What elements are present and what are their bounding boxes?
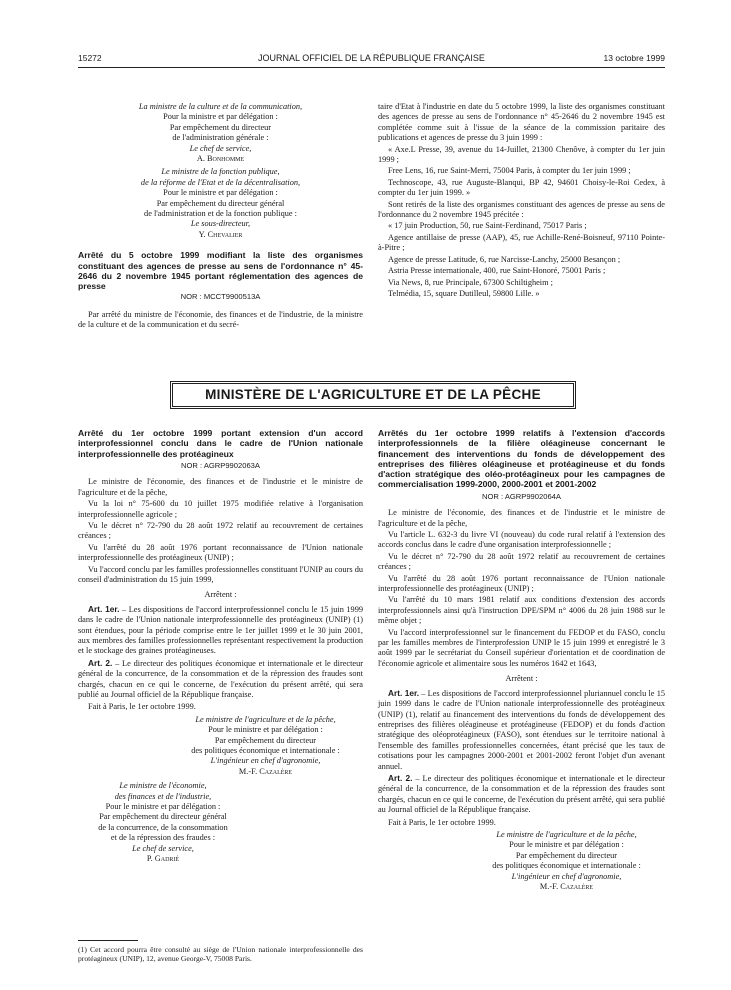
page-number: 15272 <box>78 53 102 63</box>
sig-line: Le ministre de l'agriculture et de la pêche, <box>195 714 336 724</box>
article-label: Art. 2. <box>388 772 413 783</box>
article-1 <box>378 688 665 772</box>
signature-fonction-publique <box>78 167 363 240</box>
signatory-name: Y. Chevalier <box>198 229 243 239</box>
sig-line: de la réforme de l'Etat et de la décentralisation, <box>140 177 301 187</box>
paragraph: Agence de presse Latitude, 6, rue Narcisse-Lanchy, 25000 Besançon ; <box>388 254 621 264</box>
signature-agriculture <box>168 715 363 777</box>
sig-line: Pour le ministre et par délégation : <box>509 840 624 850</box>
signatory-name: M.-F. Cazalère <box>539 882 594 891</box>
sig-line: L'ingénieur en chef d'agronomie, <box>511 871 622 881</box>
paragraph: Astria Presse internationale, 400, rue Saint-Honoré, 75001 Paris ; <box>388 266 606 276</box>
signature-economie <box>78 781 248 864</box>
issue-date: 13 octobre 1999 <box>603 53 665 63</box>
paragraph: Vu l'accord conclu par les familles professionnelles constituant l'UNIP au cours du conseil d'administration du 15 juin 1999, <box>78 564 363 584</box>
paragraph: Vu l'article L. 632-3 du livre VI (nouveau) du code rural relatif à l'extension des accords conclus dans le cadre d'une organisation interprofessionnelle ; <box>378 530 665 550</box>
sig-line: Le ministre de l'agriculture et de la pêche, <box>496 829 637 839</box>
arretent-heading: Arrêtent : <box>505 674 538 684</box>
signature-culture <box>78 102 363 164</box>
sig-line: Le sous-directeur, <box>190 219 251 229</box>
paragraph: Via News, 8, rue Principale, 67300 Schiltigheim ; <box>388 277 553 287</box>
arrete-title: Arrêté du 1er octobre 1999 portant extension d'un accord interprofessionnel conclu dans le cadre de l'Union nationale interprofessionnelle des protéagineux <box>78 428 363 459</box>
sig-line: Par empêchement du directeur <box>515 850 618 860</box>
paragraph: Free Lens, 16, rue Saint-Merri, 75004 Paris, à compter du 1er juin 1999 ; <box>388 166 631 176</box>
sig-line: des politiques économique et internationale : <box>492 861 641 871</box>
sig-line: Pour le ministre et par délégation : <box>163 188 278 198</box>
article-text: – Le directeur des politiques économique et internationale et le directeur général de la concurrence, de la consommation et de la répression des fraudes sont chargés, chacun en ce qui le concerne, de l'exécution du présent arrêté, qui sera publié au Journal officiel de la République française. <box>78 658 364 700</box>
paragraph: Vu l'accord interprofessionnel sur le financement du FEDOP et du FASO, conclu par les familles membres de l'interprofession UNIP le 15 juin 1999 et enregistré le 3 août 1999 par le secrétariat du Conseil supérieur d'orientation et de coordination de l'économie agricole et alimentaire sous les numéros 1642 et 1643, <box>378 627 665 668</box>
sig-line: Pour le ministre et par délégation : <box>105 802 221 812</box>
paragraph: Le ministre de l'économie, des finances et de l'industrie et le ministre de l'agriculture et de la pêche, <box>78 477 363 497</box>
date-line: Fait à Paris, le 1er octobre 1999. <box>88 702 196 712</box>
top-right-column <box>378 102 665 300</box>
sig-line: La ministre de la culture et de la communication, <box>138 102 303 111</box>
sig-line: et de la répression des fraudes : <box>110 833 216 843</box>
article-label: Art. 2. <box>88 657 113 668</box>
sig-line: Par empêchement du directeur <box>214 735 317 745</box>
sig-line: Pour la ministre et par délégation : <box>163 112 278 122</box>
paragraph: Vu l'arrêté du 10 mars 1981 relatif aux conditions d'extension des accords interprofessionnels ainsi qu'à l'instruction DPE/SPM n° 4006 du 28 juin 1988 sur le même objet ; <box>378 595 665 626</box>
paragraph: Vu la loi n° 75-600 du 10 juillet 1975 modifiée relative à l'organisation interprofessionnelle agricole ; <box>78 499 363 519</box>
paragraph: taire d'Etat à l'industrie en date du 5 octobre 1999, la liste des organismes constituant des agences de presse au sens de l'ordonnance n° 45-2646 du 2 novembre 1945 est complétée comme suit à l'issue de la séance de la commission paritaire des publications et agences de presse du 3 juin 1999 : <box>378 102 665 143</box>
article-label: Art. 1er. <box>388 687 420 698</box>
paragraph: Sont retirés de la liste des organismes constituant des agences de presse au sens de l'ordonnance du 2 novembre 1945 précitée : <box>378 199 665 220</box>
article-2 <box>378 773 665 816</box>
date-line: Fait à Paris, le 1er octobre 1999. <box>388 817 496 827</box>
paragraph: Vu le décret n° 72-790 du 28 août 1972 relatif au recouvrement de certaines créances ; <box>378 551 665 572</box>
ministry-title: MINISTÈRE DE L'AGRICULTURE ET DE LA PÊCHE <box>205 387 541 402</box>
sig-line: Par empêchement du directeur général <box>99 812 227 822</box>
article-text: – Le directeur des politiques économique et internationale et le directeur général de la concurrence, de la consommation et de la répression des fraudes sont chargés, chacun en ce qui le concerne, de l'exécution du présent arrêté, qui sera publié au Journal officiel de la République française. <box>378 773 665 815</box>
paragraph: « Axe.L Presse, 39, avenue du 14-Juillet, 21300 Chenôve, à compter du 1er juin 1999 ; <box>378 144 665 165</box>
signatory-name: P. Gadrié <box>146 854 180 864</box>
paragraph: Vu l'arrêté du 28 août 1976 portant reconnaissance de l'Union nationale interprofessionnelle des protéagineux (UNIP) ; <box>78 542 363 563</box>
sig-line: L'ingénieur en chef d'agronomie, <box>210 756 321 766</box>
footnote: (1) Cet accord pourra être consulté au siège de l'Union nationale interprofessionnelle des protéagineux (UNIP), 12, avenue George-V, 75008 Paris. <box>78 945 363 963</box>
sig-line: Par empêchement du directeur <box>169 122 272 132</box>
article-2 <box>78 658 363 701</box>
sig-line: Le ministre de la fonction publique, <box>161 167 280 177</box>
sig-line: de l'administration générale : <box>172 133 269 143</box>
arrete-title: Arrêté du 5 octobre 1999 modifiant la liste des organismes constituant des agences de presse au sens de l'ordonnance n° 45-2646 du 2 novembre 1945 portant réglementation des agences de presse <box>78 250 363 292</box>
article-text: – Les dispositions de l'accord interprofessionnel pluriannuel conclu le 15 juin 1999 dans le cadre de l'Union nationale interprofessionnelle des protéagineux (UNIP) (1), relatif au financement des interventions du fonds de développement des entreprises des filières oléagineuse et protéagineuse (FEDOP) et du fonds d'action stratégique des oléoprotéagineux (FASO), sont étendues sur le territoire national à l'ensemble des familles professionnelles concernées, étant précisé que les taux de cotisations pour les campagnes 2000-2001 et 2001-2002 feront l'objet d'un avenant annuel. <box>378 688 665 771</box>
nor-reference: NOR : AGRP9902064A <box>482 491 561 501</box>
nor-reference: NOR : MCCT9900513A <box>180 292 261 302</box>
footnote-rule <box>78 940 138 941</box>
sig-line: de la concurrence, de la consommation <box>98 822 228 832</box>
ministry-banner <box>170 381 576 409</box>
sig-line: Le chef de service, <box>189 143 252 153</box>
article-text: – Les dispositions de l'accord interprofessionnel conclu le 15 juin 1999 dans le cadre de l'Union nationale interprofessionnelle des protéagineux (UNIP) (1) sont étendues, pour la période comprise entre le 1er juillet 1999 et le 30 juin 2001, aux membres des familles professionnelles représentant respectivement la production et le stockage des graines protéagineuses. <box>78 604 364 656</box>
paragraph: Vu l'arrêté du 28 août 1976 portant reconnaissance de l'Union nationale interprofessionnelle des protéagineux (UNIP) ; <box>378 573 665 594</box>
sig-line: Le ministre de l'économie, <box>119 781 207 791</box>
top-left-column <box>78 102 363 332</box>
sig-line: des politiques économique et internationale : <box>191 746 340 756</box>
paragraph: Technoscope, 43, rue Auguste-Blanqui, BP 42, 94601 Choisy-le-Roi Cedex, à compter du 1er juin 1999. » <box>378 177 665 198</box>
sig-line: Le chef de service, <box>132 843 194 853</box>
paragraph: Vu le décret n° 72-790 du 28 août 1972 relatif au recouvrement de certaines créances ; <box>78 520 363 541</box>
bottom-right-column <box>378 428 665 892</box>
paragraph: Agence antillaise de presse (AAP), 45, rue Achille-René-Boisneuf, 97110 Pointe-à-Pitre ; <box>378 232 665 253</box>
arrete-title: Arrêtés du 1er octobre 1999 relatifs à l'extension d'accords interprofessionnels de la filière oléagineuse concernant le financement des interventions du fonds de développement des entreprises des filières oléagineuse et protéagineuse et du fonds d'action stratégique des oléo-protéagineux pour les campagnes de commercialisation 1999-2000, 2000-2001 et 2001-2002 <box>378 428 665 490</box>
journal-title: JOURNAL OFFICIEL DE LA RÉPUBLIQUE FRANÇAISE <box>258 53 485 63</box>
bottom-left-column <box>78 428 363 865</box>
signatory-name: M.-F. Cazalère <box>238 766 293 776</box>
article-1 <box>78 604 363 657</box>
arrete-body: Par arrêté du ministre de l'économie, des finances et de l'industrie, de la ministre de la culture et de la communication et du secré- <box>78 309 363 330</box>
arretent-heading: Arrêtent : <box>204 590 237 600</box>
paragraph: Le ministre de l'économie, des finances et de l'industrie et le ministre de l'agriculture et de la pêche, <box>378 508 665 528</box>
sig-line: de l'administration et de la fonction publique : <box>144 209 297 219</box>
paragraph: Telmédia, 15, square Dutilleul, 59800 Lille. » <box>388 288 540 298</box>
sig-line: des finances et de l'industrie, <box>114 791 212 801</box>
article-label: Art. 1er. <box>88 603 120 614</box>
sig-line: Par empêchement du directeur général <box>156 198 285 208</box>
signatory-name: A. Bonhomme <box>196 154 245 164</box>
page-header <box>78 53 665 65</box>
signature-agriculture <box>468 830 665 892</box>
paragraph: « 17 juin Production, 50, rue Saint-Ferdinand, 75017 Paris ; <box>388 221 587 231</box>
header-rule <box>78 67 665 68</box>
nor-reference: NOR : AGRP9902063A <box>181 460 260 470</box>
sig-line: Pour le ministre et par délégation : <box>208 725 323 735</box>
